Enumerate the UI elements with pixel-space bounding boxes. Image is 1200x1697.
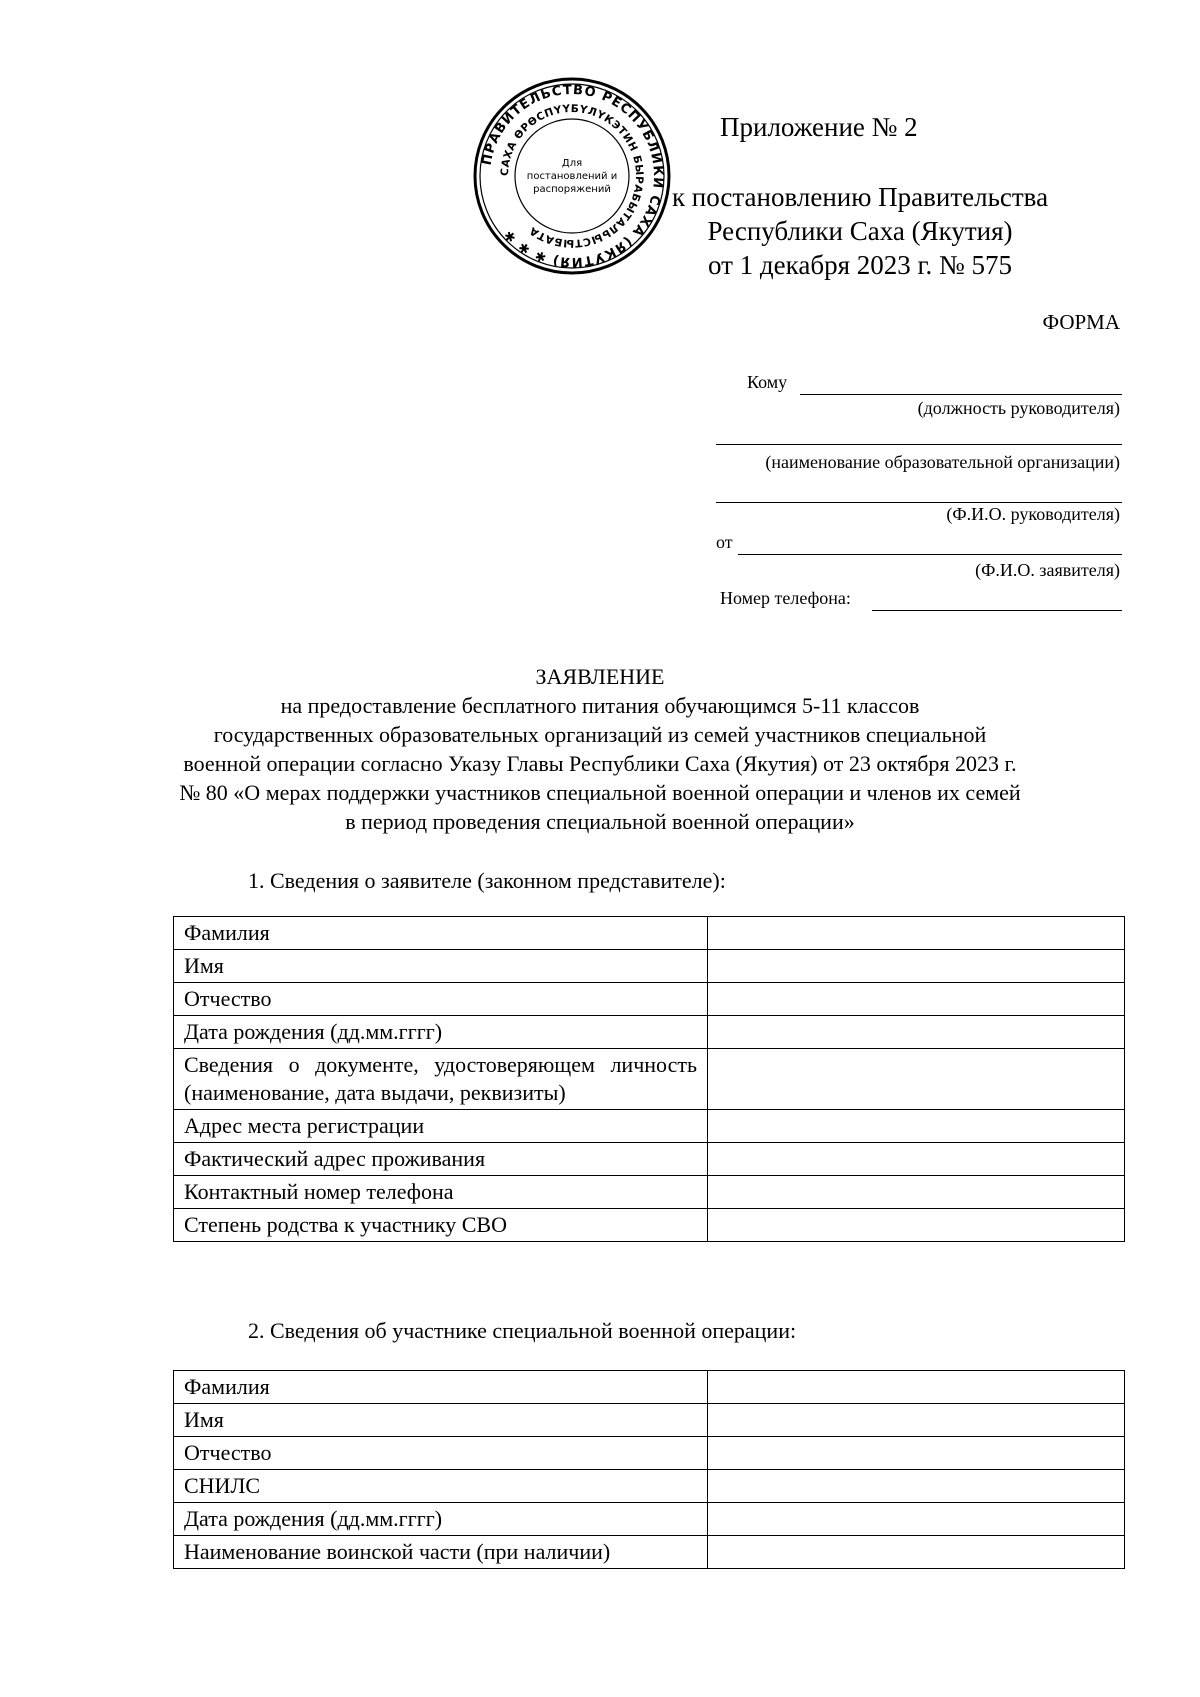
row-value[interactable] xyxy=(708,1437,1125,1470)
form-label: ФОРМА xyxy=(1042,310,1120,334)
row-label: Степень родства к участнику СВО xyxy=(174,1209,708,1242)
title-line: № 80 «О мерах поддержки участников специальной военной операции и членов их семей xyxy=(179,780,1021,805)
table-row xyxy=(174,1016,1125,1049)
row-label: Дата рождения (дд.мм.гггг) xyxy=(174,1503,708,1536)
row-label: Отчество xyxy=(174,983,708,1016)
to-field[interactable] xyxy=(800,372,1122,395)
title-line: военной операции согласно Указу Главы Республики Саха (Якутия) от 23 октября 2023 г. xyxy=(183,751,1017,776)
svg-text:постановлений и: постановлений и xyxy=(526,171,618,182)
row-value[interactable] xyxy=(708,1176,1125,1209)
row-value[interactable] xyxy=(708,1143,1125,1176)
to-label: Кому xyxy=(747,372,788,392)
svg-text:Для: Для xyxy=(561,158,583,169)
table-row xyxy=(174,1176,1125,1209)
applicant-caption: (Ф.И.О. заявителя) xyxy=(975,560,1120,580)
applicant-table xyxy=(173,916,1125,1242)
row-value[interactable] xyxy=(708,1536,1125,1569)
row-label: Адрес места регистрации xyxy=(174,1110,708,1143)
table-row xyxy=(174,1503,1125,1536)
decree-line: к постановлению Правительства xyxy=(671,182,1049,212)
row-label: Фамилия xyxy=(174,917,708,950)
applicant-name-field[interactable] xyxy=(738,530,1122,555)
table-row xyxy=(174,950,1125,983)
title-word: ЗАЯВЛЕНИЕ xyxy=(535,664,665,689)
svg-text:ПРАВИТЕЛЬСТВО РЕСПУБЛИКИ САХА: ПРАВИТЕЛЬСТВО РЕСПУБЛИКИ САХА (ЯКУТИЯ) ✱ ✱ ✱ xyxy=(479,82,666,270)
svg-text:САХА ӨРӨСПҮҮБҮЛҮКЭТИН БЫРАБЫТА: САХА ӨРӨСПҮҮБҮЛҮКЭТИН БЫРАБЫТАЛЬЫСТЫБАТА xyxy=(498,102,646,250)
table-row xyxy=(174,1371,1125,1404)
from-label: от xyxy=(716,532,733,552)
phone-label: Номер телефона: xyxy=(720,588,851,608)
table-row xyxy=(174,1536,1125,1569)
title-line: в период проведения специальной военной операции» xyxy=(345,809,855,834)
head-name-caption: (Ф.И.О. руководителя) xyxy=(946,504,1120,524)
row-value[interactable] xyxy=(708,1016,1125,1049)
row-value[interactable] xyxy=(708,1404,1125,1437)
row-value[interactable] xyxy=(708,1470,1125,1503)
section1-heading: 1. Сведения о заявителе (законном представителе): xyxy=(248,868,726,893)
section2-heading: 2. Сведения об участнике специальной военной операции: xyxy=(248,1318,797,1343)
row-value[interactable] xyxy=(708,983,1125,1016)
title-line: на предоставление бесплатного питания обучающимся 5-11 классов xyxy=(280,693,920,718)
decree-line: Республики Саха (Якутия) xyxy=(707,216,1013,246)
table-row xyxy=(174,1110,1125,1143)
decree-line: от 1 декабря 2023 г. № 575 xyxy=(707,250,1013,280)
row-value[interactable] xyxy=(708,1110,1125,1143)
head-name-field[interactable] xyxy=(716,478,1122,503)
table-row xyxy=(174,983,1125,1016)
participant-table xyxy=(173,1370,1125,1569)
table-row xyxy=(174,1470,1125,1503)
table-row xyxy=(174,1209,1125,1242)
row-label: Фамилия xyxy=(174,1371,708,1404)
organization-field[interactable] xyxy=(716,420,1122,445)
row-label: Наименование воинской части (при наличии) xyxy=(174,1536,708,1569)
table-row xyxy=(174,917,1125,950)
row-value[interactable] xyxy=(708,950,1125,983)
organization-caption: (наименование образовательной организации) xyxy=(765,452,1120,472)
svg-text:распоряжений: распоряжений xyxy=(533,184,611,195)
table-row xyxy=(174,1049,1125,1110)
appendix-number: Приложение № 2 xyxy=(720,112,918,142)
row-label: Дата рождения (дд.мм.гггг) xyxy=(174,1016,708,1049)
row-label: Сведения о документе, удостоверяющем личность (наименование, дата выдачи, реквизиты) xyxy=(174,1049,708,1110)
title-line: государственных образовательных организаций из семей участников специальной xyxy=(213,722,987,747)
row-value[interactable] xyxy=(708,917,1125,950)
row-value[interactable] xyxy=(708,1209,1125,1242)
phone-field[interactable] xyxy=(872,586,1122,611)
row-value[interactable] xyxy=(708,1503,1125,1536)
table-row xyxy=(174,1404,1125,1437)
row-value[interactable] xyxy=(708,1371,1125,1404)
row-label: Контактный номер телефона xyxy=(174,1176,708,1209)
document-title xyxy=(120,662,1080,836)
table-row xyxy=(174,1437,1125,1470)
row-label: Отчество xyxy=(174,1437,708,1470)
row-value[interactable] xyxy=(708,1049,1125,1110)
row-label: Фактический адрес проживания xyxy=(174,1143,708,1176)
decree-reference xyxy=(640,180,1080,282)
to-caption: (должность руководителя) xyxy=(917,398,1120,418)
row-label: СНИЛС xyxy=(174,1470,708,1503)
row-label: Имя xyxy=(174,1404,708,1437)
row-label: Имя xyxy=(174,950,708,983)
table-row xyxy=(174,1143,1125,1176)
